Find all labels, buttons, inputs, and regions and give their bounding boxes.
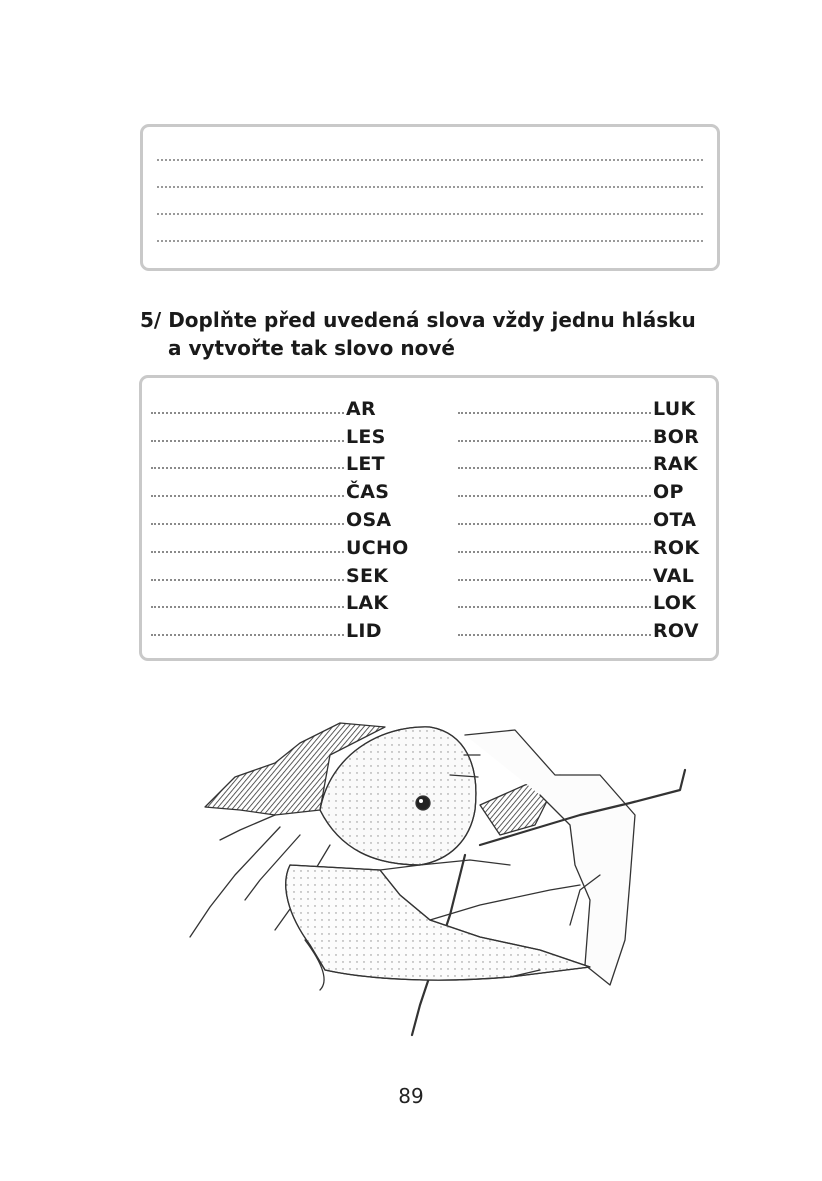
letter-blank[interactable] <box>151 579 344 581</box>
word-stem: LAK <box>346 592 389 615</box>
answer-line-1[interactable] <box>157 159 703 161</box>
word-stem: ROV <box>653 620 699 643</box>
letter-blank[interactable] <box>151 634 344 636</box>
word-row <box>458 503 699 531</box>
task-instruction-line-1: Doplňte před uvedená slova vždy jednu hlásku <box>168 308 696 332</box>
letter-blank[interactable] <box>151 412 344 414</box>
letter-blank[interactable] <box>151 440 344 442</box>
word-row <box>151 448 409 476</box>
letter-blank[interactable] <box>458 523 651 525</box>
answer-line-3[interactable] <box>157 213 703 215</box>
word-row <box>151 475 409 503</box>
letter-blank[interactable] <box>151 551 344 553</box>
word-row <box>458 392 699 420</box>
word-stem: ČAS <box>346 481 390 504</box>
letter-blank[interactable] <box>458 606 651 608</box>
word-stem: ROK <box>653 536 700 559</box>
word-stem: LOK <box>653 592 697 615</box>
word-stem: OTA <box>653 508 697 531</box>
crayfish-drawing <box>180 715 690 1040</box>
word-stem: VAL <box>653 564 695 587</box>
word-row <box>458 448 699 476</box>
word-row <box>458 531 699 559</box>
word-row <box>151 559 409 587</box>
word-row <box>151 614 409 642</box>
task-heading <box>140 306 740 362</box>
word-stem: RAK <box>653 453 698 476</box>
word-row <box>151 531 409 559</box>
word-stem: LET <box>346 453 385 476</box>
letter-blank[interactable] <box>458 579 651 581</box>
word-stem: BOR <box>653 425 700 448</box>
word-row <box>151 392 409 420</box>
word-row <box>151 420 409 448</box>
word-column-right <box>458 392 699 642</box>
word-stem: UCHO <box>346 536 409 559</box>
letter-blank[interactable] <box>151 467 344 469</box>
letter-blank[interactable] <box>151 495 344 497</box>
letter-blank[interactable] <box>151 606 344 608</box>
word-row <box>151 587 409 615</box>
word-column-left <box>151 392 409 642</box>
letter-blank[interactable] <box>458 495 651 497</box>
letter-blank[interactable] <box>458 467 651 469</box>
word-row <box>458 475 699 503</box>
letter-blank[interactable] <box>151 523 344 525</box>
letter-blank[interactable] <box>458 440 651 442</box>
answer-line-4[interactable] <box>157 240 703 242</box>
word-row <box>151 503 409 531</box>
word-row <box>458 614 699 642</box>
word-stem: LES <box>346 425 386 448</box>
word-row <box>458 420 699 448</box>
word-stem: OSA <box>346 508 392 531</box>
word-stem: OP <box>653 481 684 504</box>
word-row <box>458 559 699 587</box>
answer-line-2[interactable] <box>157 186 703 188</box>
word-stem: SEK <box>346 564 389 587</box>
task-number: 5/ <box>140 308 162 332</box>
letter-blank[interactable] <box>458 551 651 553</box>
answer-writing-box[interactable] <box>140 124 720 271</box>
word-exercise-box <box>139 375 719 661</box>
word-stem: AR <box>346 397 376 420</box>
letter-blank[interactable] <box>458 634 651 636</box>
word-stem: LUK <box>653 397 696 420</box>
letter-blank[interactable] <box>458 412 651 414</box>
task-instruction-line-2: a vytvořte tak slovo nové <box>168 336 455 360</box>
word-stem: LID <box>346 620 382 643</box>
word-row <box>458 587 699 615</box>
page-number: 89 <box>398 1084 424 1108</box>
